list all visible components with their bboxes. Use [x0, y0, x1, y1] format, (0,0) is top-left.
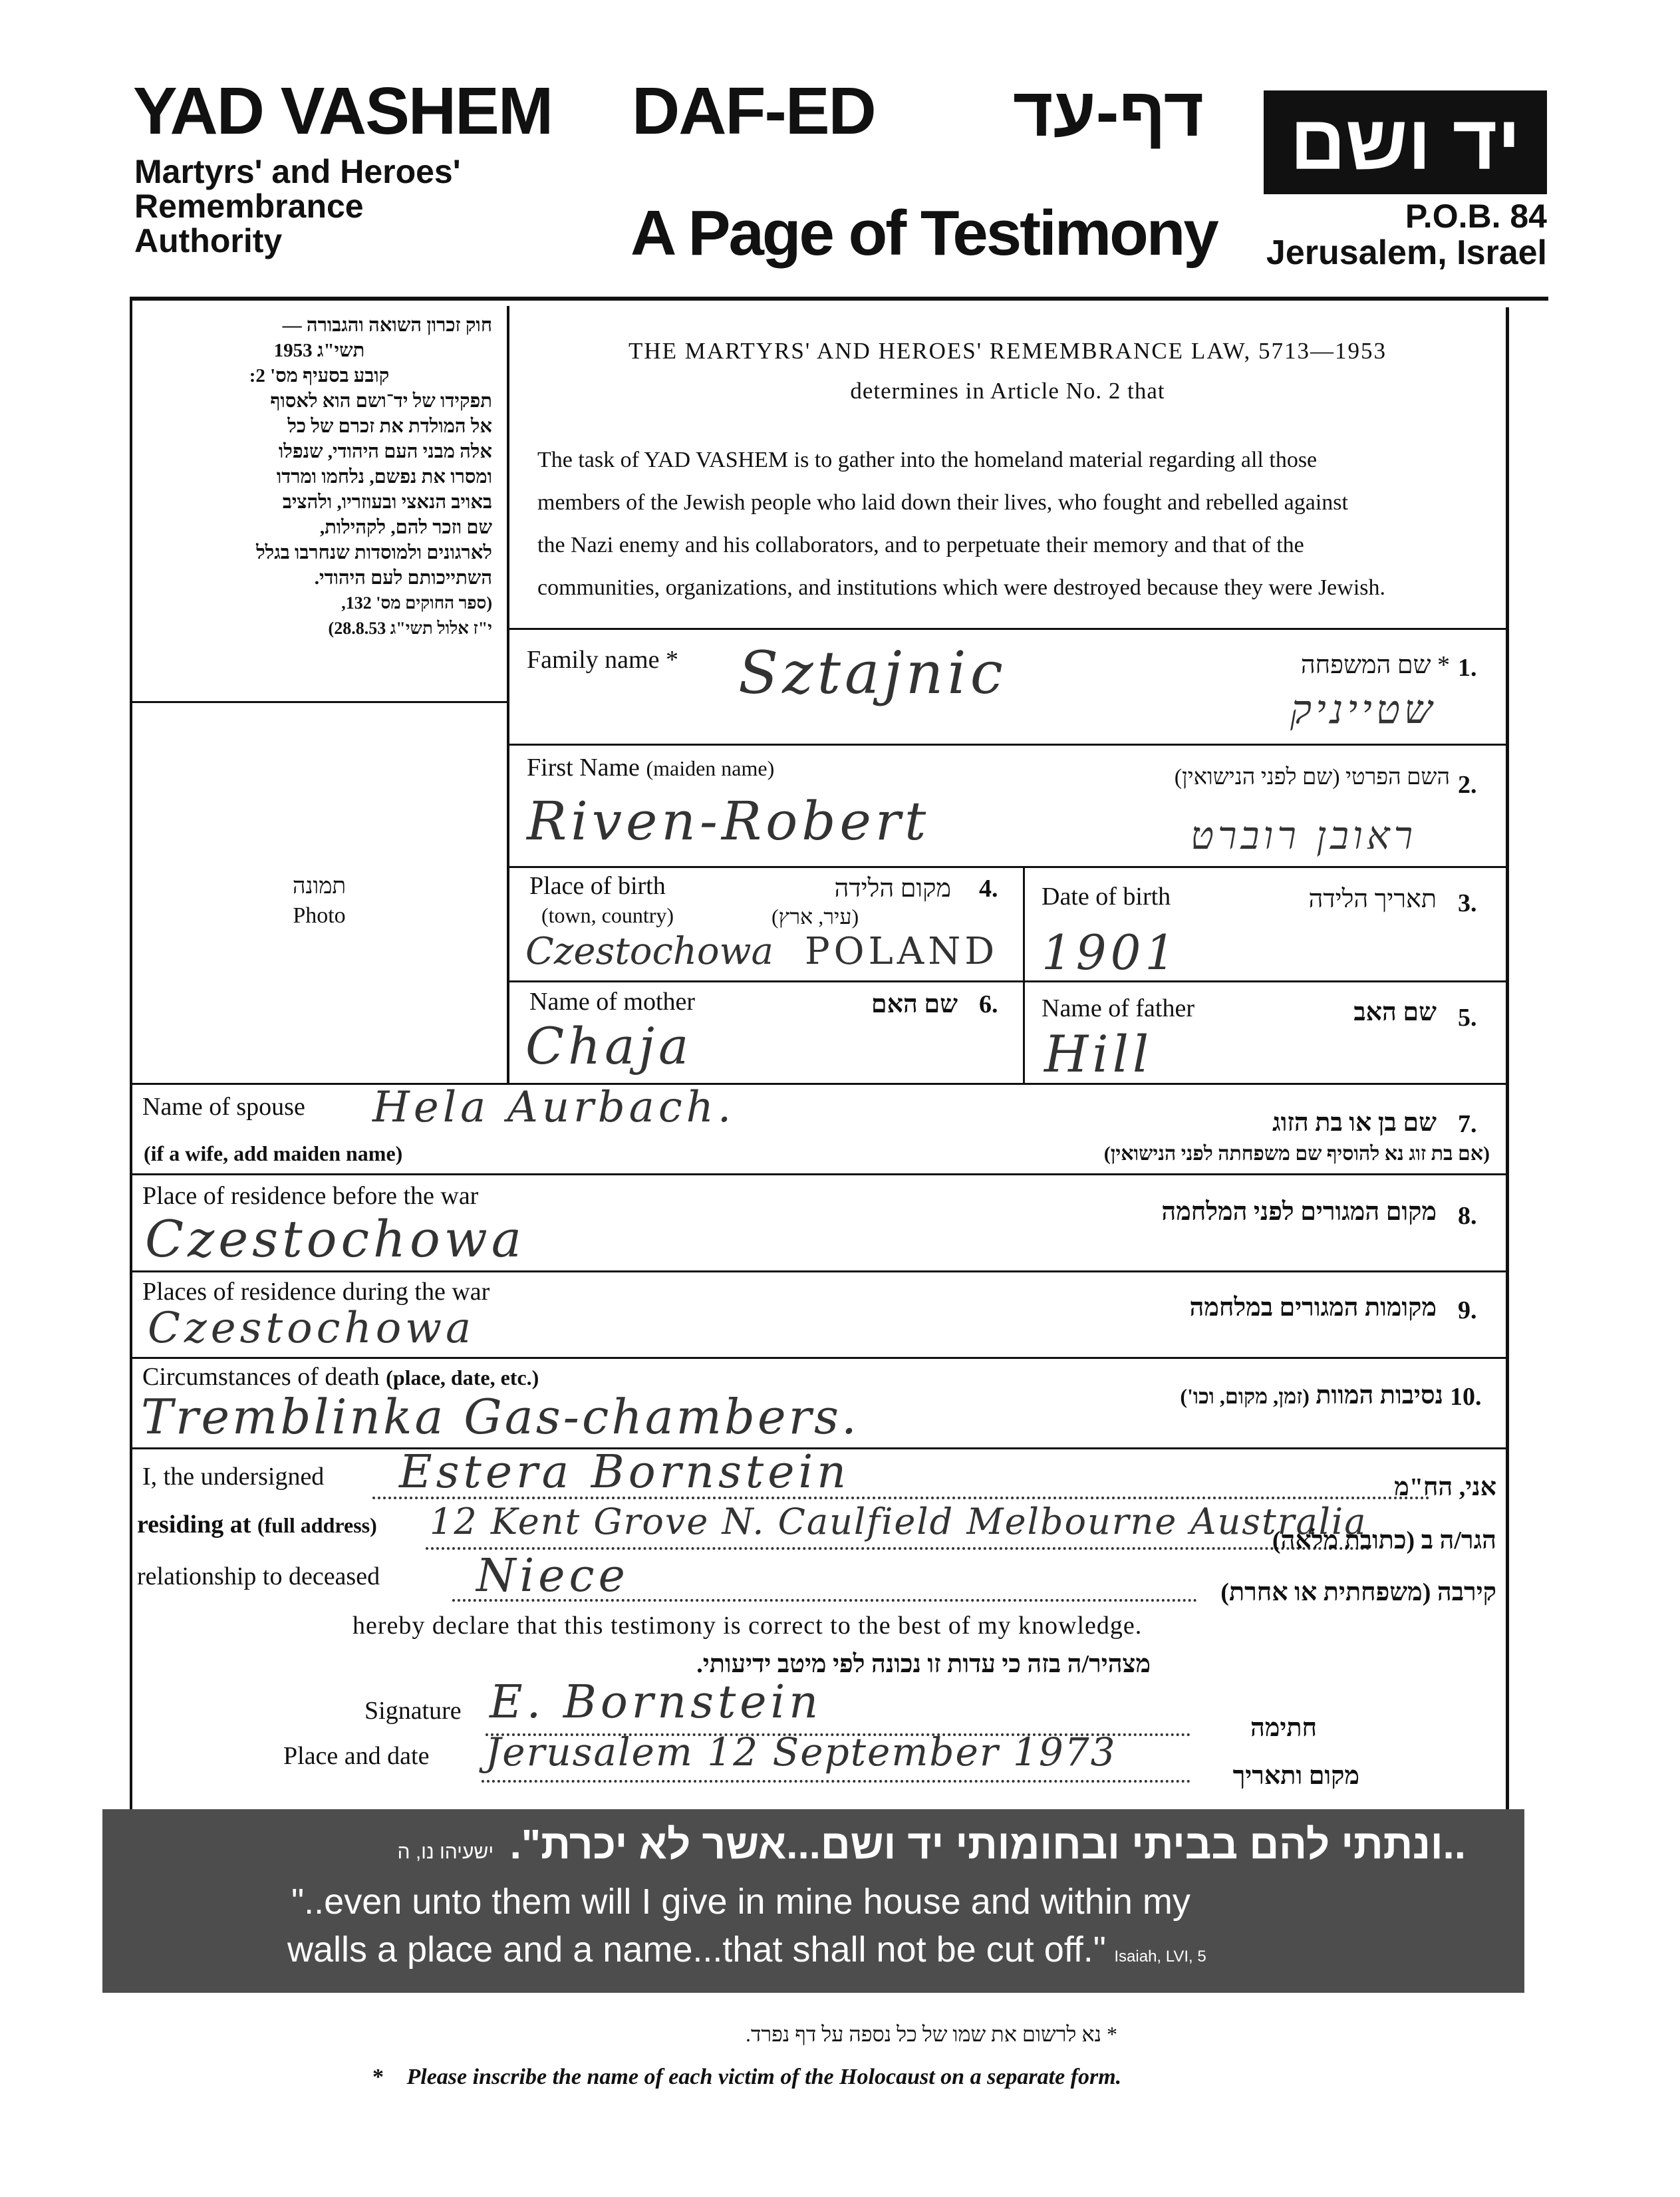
undersigned-hebrew: אני, הח"מ	[1394, 1473, 1496, 1501]
banner-hebrew: ..ונתתי להם בביתי ובחומותי יד ושם...אשר לא יכרת".	[509, 1822, 1466, 1868]
spouse-value[interactable]: Hela Aurbach.	[372, 1083, 736, 1132]
row-split	[1023, 866, 1025, 1083]
org-subtitle-line: Martyrs' and Heroes'	[134, 153, 461, 190]
law-body-line: communities, organizations, and institutions which were destroyed because they were Jewish.	[537, 575, 1385, 600]
family-name-hebrew: * שם המשפחה	[1300, 651, 1450, 679]
death-hebrew	[1038, 1381, 1443, 1410]
law-hebrew-line: (ספר החוקים מס' 132,	[341, 593, 492, 613]
law-hebrew-line: ומסרו את נפשם, נלחמו ומרדו	[276, 466, 492, 488]
law-body-line: the Nazi enemy and his collaborators, and to perpetuate their memory and that of the	[537, 533, 1304, 557]
mother-hebrew: שם האם	[871, 990, 958, 1018]
pob: P.O.B. 84	[1405, 198, 1547, 235]
law-body-line: The task of YAD VASHEM is to gather into the homeland material regarding all those	[537, 448, 1318, 472]
signature-label: Signature	[364, 1697, 462, 1725]
date-of-birth-value[interactable]: 1901	[1042, 925, 1180, 980]
death-label-main: Circumstances of death	[142, 1363, 380, 1391]
daf-ed-hebrew: דף-עד	[1012, 74, 1204, 151]
spouse-label: Name of spouse	[142, 1093, 305, 1121]
field-number: 1.	[1458, 654, 1477, 682]
row7-bottom	[130, 1357, 1508, 1359]
banner-hebrew-ref: ישעיהו נו, ה	[397, 1841, 494, 1863]
law-hebrew-line: תפקידו של יד־ושם הוא לאסוף	[270, 390, 492, 412]
relation-label: relationship to deceased	[137, 1562, 380, 1590]
org-subtitle-line: Authority	[134, 222, 283, 259]
row6-bottom	[130, 1270, 1508, 1272]
place-of-birth-hebrew-sub: (עיר, ארץ)	[771, 905, 859, 929]
law-hebrew-line: י"ז אלול תשי"ג 28.8.53)	[328, 619, 492, 638]
place-of-birth-hebrew: מקום הלידה	[834, 875, 951, 903]
law-hebrew-line: קובע בסעיף מס' 2:	[249, 365, 390, 386]
law-hebrew-line: באויב הנאצי ובעוזריו, ולהציב	[282, 492, 492, 513]
field-number: 9.	[1458, 1296, 1477, 1324]
father-label: Name of father	[1042, 994, 1194, 1022]
org-subtitle-line: Remembrance	[134, 188, 364, 225]
law-hebrew-line: אלה מבני העם היהודי, שנפלו	[278, 441, 492, 462]
city: Jerusalem, Israel	[1266, 233, 1547, 272]
logo-hebrew: יד ושם	[1290, 99, 1521, 186]
date-of-birth-label: Date of birth	[1042, 883, 1171, 911]
field-number: 3.	[1458, 889, 1477, 917]
photo-label: Photo	[293, 903, 346, 928]
org-title: YAD VASHEM	[133, 74, 553, 148]
mother-value[interactable]: Chaja	[525, 1016, 693, 1076]
law-left-bottom	[130, 701, 509, 703]
family-name-value[interactable]: Sztajnic	[738, 639, 1007, 707]
death-hebrew-main: נסיבות המוות	[1316, 1382, 1443, 1409]
row1-bottom	[507, 744, 1508, 746]
law-hebrew-text	[146, 313, 492, 641]
law-hebrew-line: תשי"ג 1953	[273, 340, 365, 361]
banner-line-1: "..even unto them will I give in mine house and within my	[291, 1882, 1190, 1922]
place-of-birth-country[interactable]: POLAND	[805, 930, 999, 973]
father-value[interactable]: Hill	[1044, 1024, 1153, 1084]
mother-label: Name of mother	[529, 988, 696, 1016]
declaration-hebrew: מצהיר/ה בזה כי עדות זו נכונה לפי מיטב ידיעותי.	[696, 1650, 1151, 1678]
field-number: 7.	[1458, 1110, 1477, 1138]
banner-hebrew-row	[355, 1821, 1466, 1868]
death-label-sub: (place, date, etc.)	[386, 1366, 539, 1390]
family-name-label: Family name *	[527, 646, 678, 674]
spouse-hebrew: שם בן או בת הזוג	[1272, 1109, 1437, 1137]
law-hebrew-line: השתייכותם לעם היהודי.	[314, 567, 492, 589]
place-date-line	[482, 1780, 1190, 1783]
residence-before-value[interactable]: Czestochowa	[145, 1209, 526, 1268]
father-hebrew: שם האב	[1353, 998, 1437, 1026]
residence-during-value[interactable]: Czestochowa	[148, 1304, 476, 1353]
residence-during-label: Places of residence during the war	[142, 1278, 490, 1306]
undersigned-label: I, the undersigned	[142, 1463, 325, 1491]
footer-english: Please inscribe the name of each victim of the Holocaust on a separate form.	[406, 2065, 1122, 2089]
law-subtitle: determines in Article No. 2 that	[850, 378, 1165, 404]
date-of-birth-hebrew: תאריך הלידה	[1308, 885, 1437, 913]
place-date-value[interactable]: Jerusalem 12 September 1973	[486, 1729, 1117, 1775]
undersigned-value[interactable]: Estera Bornstein	[399, 1446, 850, 1499]
field-number: 2.	[1458, 771, 1477, 799]
first-name-value-hebrew[interactable]: ראובן רוברט	[1190, 813, 1417, 858]
death-value[interactable]: Tremblinka Gas-chambers.	[141, 1389, 859, 1445]
relation-hebrew: קירבה (משפחתית או אחרת)	[1220, 1578, 1496, 1606]
field-number: 6.	[979, 990, 998, 1018]
declaration-english: hereby declare that this testimony is correct to the best of my knowledge.	[352, 1612, 1143, 1640]
banner-ref: Isaiah, LVI, 5	[1114, 1948, 1206, 1966]
law-hebrew-line: לארגונים ולמוסדות שנחרבו בגלל	[256, 542, 492, 563]
place-of-birth-value[interactable]: Czestochowa	[525, 930, 773, 973]
relation-value[interactable]: Niece	[476, 1550, 629, 1602]
spouse-hebrew-sub: (אם בת זוג נא להוסיף שם משפחתה לפני הנישואין)	[1103, 1143, 1490, 1165]
address-label-main: residing at	[137, 1511, 251, 1538]
frame-left	[130, 297, 132, 1811]
daf-ed-title: DAF-ED	[632, 74, 875, 148]
first-name-hebrew: השם הפרטי (שם לפני הנישואין)	[1174, 765, 1450, 790]
field-number: 10.	[1450, 1383, 1482, 1411]
address-label-sub: (full address)	[257, 1513, 377, 1537]
death-hebrew-sub: (זמן, מקום, וכו')	[1180, 1384, 1310, 1408]
first-name-label-sub: (maiden name)	[646, 756, 775, 780]
residence-during-hebrew: מקומות המגורים במלחמה	[1189, 1294, 1437, 1322]
row2-bottom	[507, 866, 1508, 868]
footer-english-row	[372, 2065, 1121, 2090]
row3-bottom	[507, 980, 1508, 982]
law-right-bottom	[507, 628, 1508, 630]
place-of-birth-label: Place of birth	[529, 872, 666, 900]
residence-before-label: Place of residence before the war	[142, 1182, 479, 1210]
field-number: 4.	[979, 875, 998, 903]
spouse-label-sub: (if a wife, add maiden name)	[144, 1141, 403, 1165]
law-body	[537, 439, 1530, 609]
footer-hebrew: * נא לרשום את שמו של כל נספה על דף נפרד.	[746, 2022, 1117, 2046]
logo-block	[1264, 90, 1547, 194]
place-date-hebrew: מקום ותאריך	[1232, 1762, 1359, 1790]
scripture-banner	[102, 1809, 1524, 1993]
footer-star: *	[372, 2065, 384, 2089]
photo-hebrew: תמונה	[292, 874, 347, 899]
banner-line-2	[287, 1929, 1206, 1970]
signature-value[interactable]: E. Bornstein	[490, 1676, 823, 1729]
law-body-line: members of the Jewish people who laid down their lives, who fought and rebelled against	[537, 490, 1348, 515]
header-divider	[130, 297, 1548, 301]
signature-hebrew: חתימה	[1250, 1714, 1317, 1742]
field-number: 5.	[1458, 1004, 1477, 1032]
form-title: A Page of Testimony	[630, 198, 1217, 269]
law-hebrew-line: אל המולדת את זכרם של כל	[287, 416, 492, 437]
law-hebrew-line: שם וזכר להם, לקהילות,	[319, 517, 492, 538]
law-title: THE MARTYRS' AND HEROES' REMEMBRANCE LAW, 5713—1953	[628, 338, 1387, 364]
first-name-label	[527, 753, 774, 782]
field-number: 8.	[1458, 1202, 1477, 1230]
address-value[interactable]: 12 Kent Grove N. Caulfield Melbourne Australia	[430, 1501, 1367, 1542]
first-name-label-main: First Name	[527, 754, 640, 782]
place-date-label: Place and date	[283, 1742, 430, 1770]
address-label	[137, 1510, 377, 1539]
law-hebrew-line: חוק זכרון השואה והגבורה —	[282, 315, 492, 336]
banner-line-2-text: walls a place and a name...that shall not be cut off."	[287, 1930, 1106, 1970]
address-hebrew: הגר/ה ב (כתובת מלאה)	[1272, 1527, 1496, 1554]
death-label	[142, 1362, 539, 1391]
place-of-birth-sub: (town, country)	[541, 903, 674, 927]
family-name-value-hebrew[interactable]: שטייניק	[1290, 686, 1437, 733]
row4-bottom	[130, 1083, 1508, 1085]
row5-bottom	[130, 1173, 1508, 1175]
org-subtitle	[134, 154, 461, 258]
first-name-value[interactable]: Riven-Robert	[527, 790, 930, 852]
law-box-divider	[507, 306, 509, 1084]
residence-before-hebrew: מקום המגורים לפני המלחמה	[1161, 1198, 1437, 1226]
